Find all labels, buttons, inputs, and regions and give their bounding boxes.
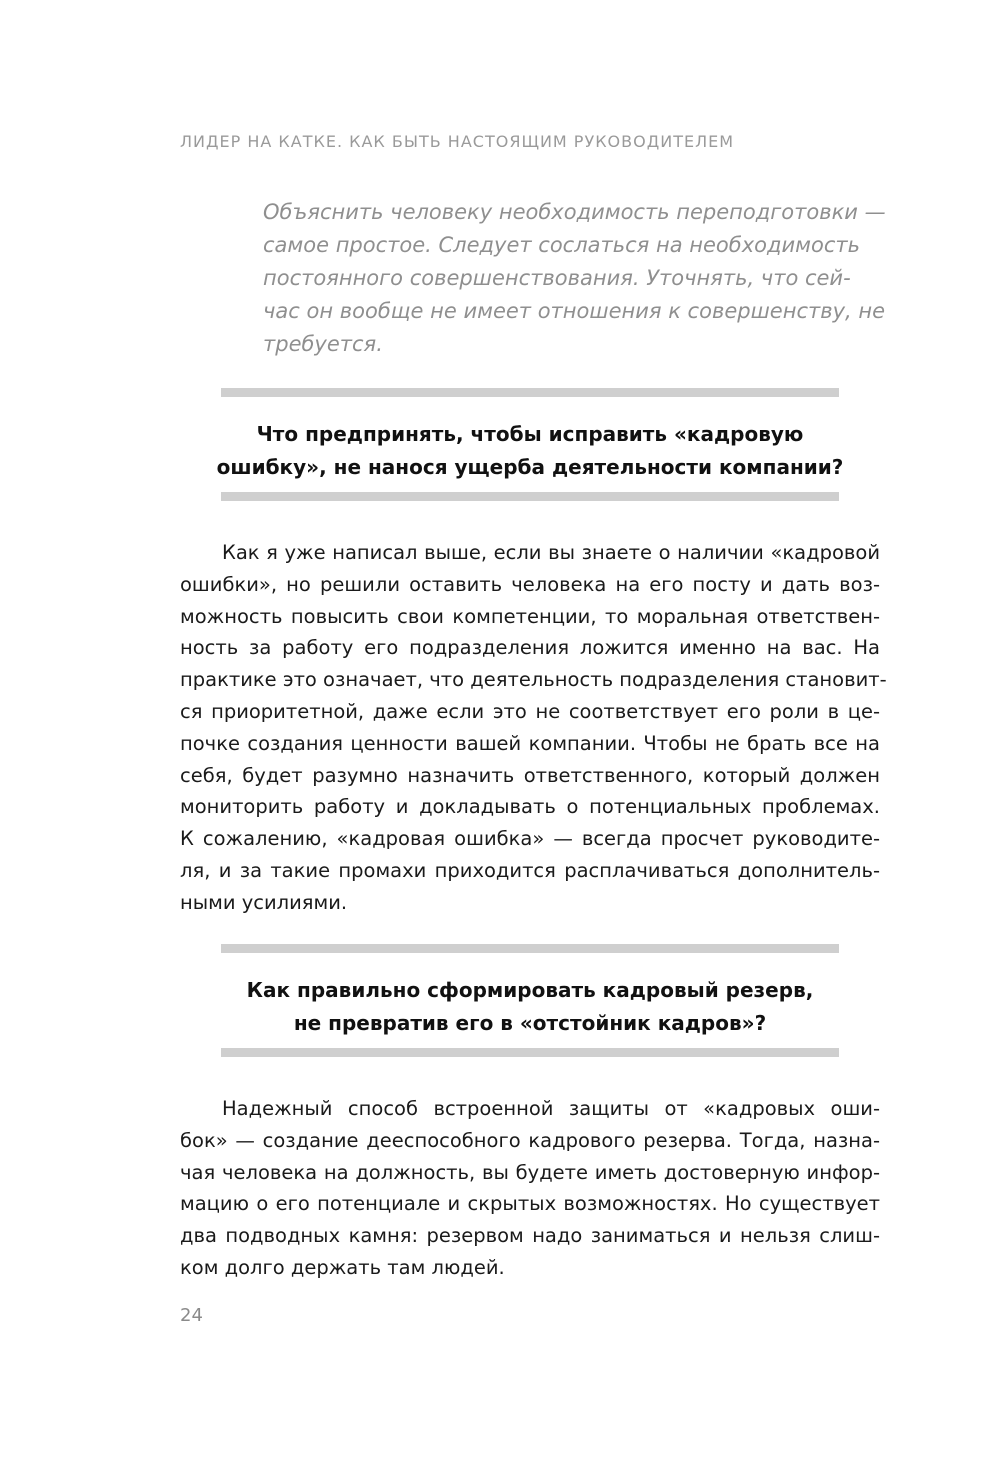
paragraph-line: ся приоритетной, даже если это не соответствует его роли в це- — [180, 699, 880, 723]
section1-top-rule — [221, 388, 839, 397]
quote-line: самое простое. Следует сослаться на необходимость — [263, 233, 860, 257]
heading-line: Что предпринять, чтобы исправить «кадровую — [256, 422, 804, 446]
paragraph-line: ными усилиями. — [180, 890, 348, 914]
quote-line: Объяснить человеку необходимость переподготовки — — [263, 200, 886, 224]
section2-top-rule — [221, 944, 839, 953]
running-header: ЛИДЕР НА КАТКЕ. КАК БЫТЬ НАСТОЯЩИМ РУКОВОДИТЕЛЕМ — [180, 132, 735, 151]
paragraph-line: мониторить работу и докладывать о потенциальных проблемах. — [180, 795, 880, 819]
paragraph-line: ком долго держать там людей. — [180, 1255, 505, 1279]
page-number: 24 — [180, 1305, 203, 1326]
paragraph-line: мацию о его потенциале и скрытых возможностях. Но существует — [180, 1192, 880, 1216]
paragraph-line: чая человека на должность, вы будете иметь достоверную инфор- — [180, 1160, 880, 1184]
section1-paragraph — [180, 537, 887, 919]
paragraph-line: Надежный способ встроенной защиты от «кадровых оши- — [222, 1097, 880, 1120]
section1-bottom-rule — [221, 492, 839, 501]
paragraph-line: почке создания ценности вашей компании. Чтобы не брать все на — [180, 731, 880, 755]
paragraph-line: ошибки», но решили оставить человека на его посту и дать воз- — [180, 572, 880, 596]
paragraph-line: можность повысить свои компетенции, то моральная ответствен- — [180, 604, 880, 628]
quote-line: постоянного совершенствования. Уточнять, что сей- — [263, 266, 851, 290]
heading-line: Как правильно сформировать кадровый резерв, — [246, 978, 814, 1002]
section2-paragraph — [180, 1093, 880, 1284]
quote-line: час он вообще не имеет отношения к совершенству, не — [263, 299, 886, 323]
italic-quote — [263, 196, 886, 361]
paragraph-line: Как я уже написал выше, если вы знаете о наличии «кадровой — [222, 541, 880, 564]
section2-bottom-rule — [221, 1048, 839, 1057]
section2-heading — [180, 974, 880, 1040]
paragraph-line: себя, будет разумно назначить ответственного, который должен — [180, 763, 880, 787]
heading-line: ошибку», не нанося ущерба деятельности компании? — [216, 455, 844, 479]
section1-heading — [180, 418, 880, 484]
paragraph-line: бок» — создание дееспособного кадрового резерва. Тогда, назна- — [180, 1128, 880, 1152]
paragraph-line: К сожалению, «кадровая ошибка» — всегда просчет руководите- — [180, 827, 880, 851]
paragraph-line: ность за работу его подразделения ложится именно на вас. На — [180, 636, 880, 660]
paragraph-line: два подводных камня: резервом надо заниматься и нельзя слиш- — [180, 1224, 880, 1248]
quote-line: требуется. — [263, 332, 383, 356]
paragraph-line: ля, и за такие промахи приходится расплачиваться дополнитель- — [180, 858, 880, 882]
paragraph-line: практике это означает, что деятельность подразделения становит- — [180, 668, 887, 692]
heading-line: не превратив его в «отстойник кадров»? — [293, 1011, 767, 1035]
